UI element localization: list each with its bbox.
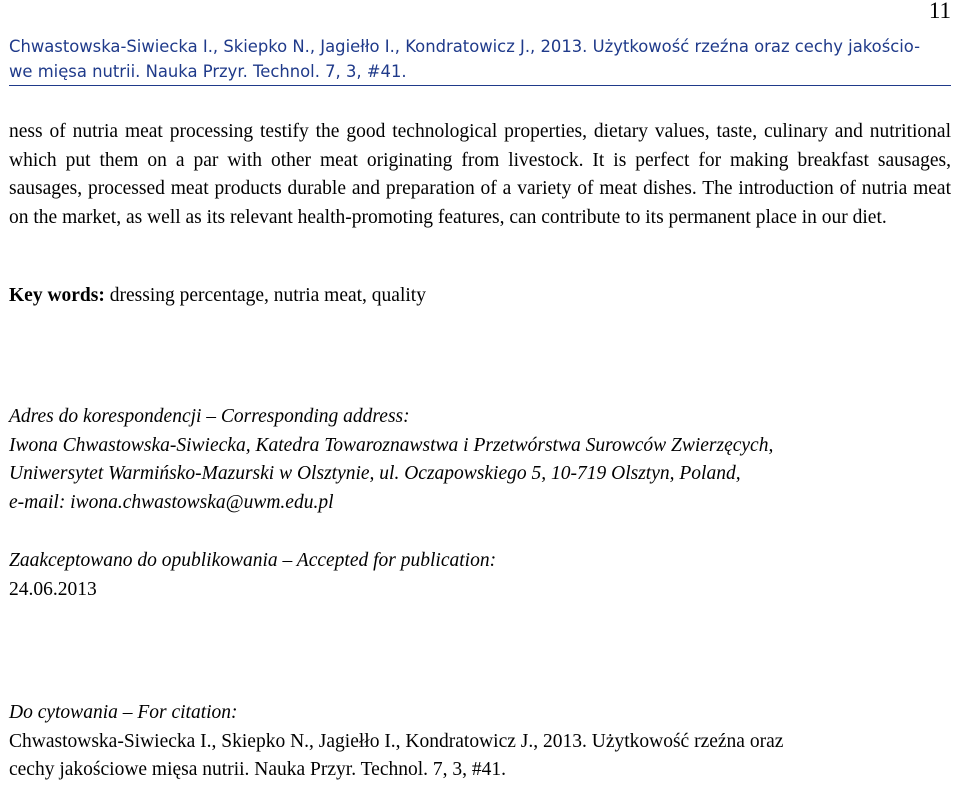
abstract-continuation: ness of nutria meat processing testify the good technological properties, dietary values, taste, culinary and nutritional which put them on a par with other meat originating from livestock. It is perfect for making breakfast sausages, sausages, processed meat products durable and preparation of a variety of meat dishes. The introduction of nutria meat on the market, as well as its relevant health-promoting features, can contribute to its permanent place in our diet. <box>9 121 951 228</box>
page <box>9 0 951 781</box>
running-head-line-2: we mięsa nutrii. Nauka Przyr. Technol. 7, 3, #41. <box>9 62 407 81</box>
citation-block <box>9 699 951 785</box>
correspondence-line-2: Uniwersytet Warmińsko-Mazurski w Olsztynie, ul. Oczapowskiego 5, 10-719 Olsztyn, Poland, <box>9 463 741 485</box>
accepted-label: Zaakceptowano do opublikowania – Accepted for publication: <box>9 550 497 571</box>
page-number: 11 <box>928 0 951 23</box>
accepted-date: 24.06.2013 <box>9 578 97 600</box>
running-head-line-1: Chwastowska-Siwiecka I., Skiepko N., Jagiełło I., Kondratowicz J., 2013. Użytkowość rzeźna oraz cechy jakościo- <box>9 37 921 56</box>
keywords-text: dressing percentage, nutria meat, quality <box>104 285 426 306</box>
correspondence-email: e-mail: iwona.chwastowska@uwm.edu.pl <box>9 491 334 513</box>
citation-label: Do cytowania – For citation: <box>9 702 238 723</box>
accepted-block <box>9 547 951 604</box>
keywords-label: Key words: <box>9 285 105 306</box>
citation-line-1: Chwastowska-Siwiecka I., Skiepko N., Jagiełło I., Kondratowicz J., 2013. Użytkowość rzeźna oraz <box>9 730 784 752</box>
citation-line-2: cechy jakościowe mięsa nutrii. Nauka Przyr. Technol. 7, 3, #41. <box>9 759 507 781</box>
header-rule <box>9 85 951 86</box>
keywords <box>9 282 951 310</box>
correspondence-line-1: Iwona Chwastowska-Siwiecka, Katedra Towaroznawstwa i Przetwórstwa Surowców Zwierzęcych, <box>9 434 774 456</box>
running-head <box>9 34 951 84</box>
correspondence-block <box>9 403 951 517</box>
correspondence-heading: Adres do korespondencji – Corresponding address: <box>9 406 410 427</box>
